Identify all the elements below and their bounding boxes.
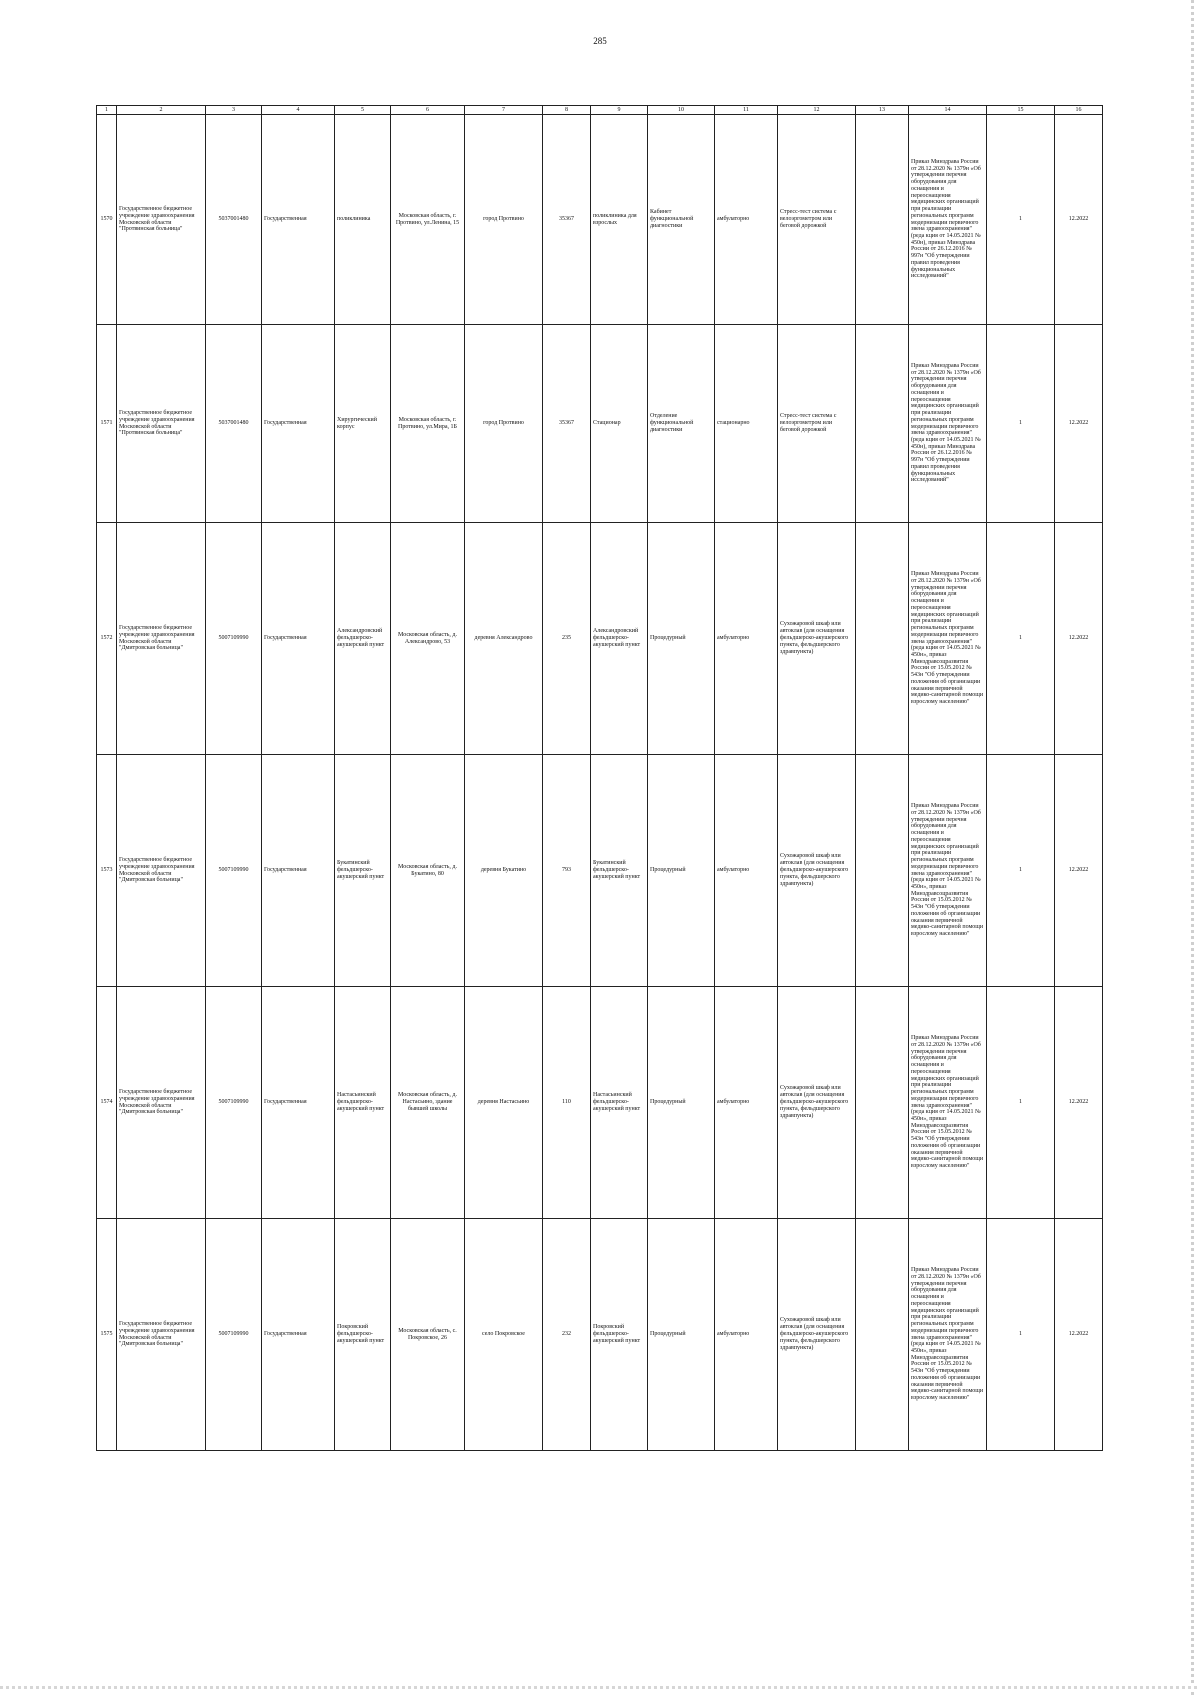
unit-cell: поликлиника bbox=[335, 115, 391, 325]
date-cell: 12.2022 bbox=[1055, 115, 1103, 325]
subunit-cell: Настасьинский фельдшерско-акушерский пункт bbox=[591, 987, 648, 1219]
locality-cell: город Протвино bbox=[465, 325, 543, 523]
table-row bbox=[97, 115, 1103, 325]
empty-cell bbox=[856, 1219, 909, 1451]
column-header: 4 bbox=[262, 106, 335, 115]
column-header: 14 bbox=[909, 106, 987, 115]
cabinet-cell: Процедурный bbox=[648, 987, 715, 1219]
quantity-cell: 1 bbox=[987, 115, 1055, 325]
cabinet-cell: Отделение функциональной диагностики bbox=[648, 325, 715, 523]
legal-basis-cell: Приказ Минздрава России от 28.12.2020 № 1379н «Об утверждении перечня оборудования для оснащения и переоснащения медицинских организаций при реализации региональных программ модернизации первичного звена здравоохранения"(реда кция от 14.05.2021 № 450н), приказ Минздрава России от 26.12.2016 № 997н "Об утверждении правил проведения функциональных исследований" bbox=[909, 115, 987, 325]
date-cell: 12.2022 bbox=[1055, 1219, 1103, 1451]
legal-basis-cell: Приказ Минздрава России от 28.12.2020 № 1379н «Об утверждении перечня оборудования для оснащения и переоснащения медицинских организаций при реализации региональных программ модернизации первичного звена здравоохранения"(реда кция от 14.05.2021 № 450н», приказ Минздравсоцразвития России от 15.05.2012 № 543н "Об утверждении положения об организации оказания первичной медико-санитарной помощи взрослому населению" bbox=[909, 1219, 987, 1451]
organization-cell: Государственное бюджетное учреждение здравоохранения Московской области "Протвинская больница" bbox=[117, 115, 206, 325]
page-number: 285 bbox=[593, 36, 607, 46]
organization-cell: Государственное бюджетное учреждение здравоохранения Московской области "Дмитровская больница" bbox=[117, 755, 206, 987]
row-number-cell: 1574 bbox=[97, 987, 117, 1219]
address-cell: Московская область, д. Александрово, 53 bbox=[391, 523, 465, 755]
scan-edge-bottom bbox=[0, 1686, 1200, 1689]
ownership-cell: Государственная bbox=[262, 523, 335, 755]
care-type-cell: амбулаторно bbox=[715, 987, 778, 1219]
row-number-cell: 1573 bbox=[97, 755, 117, 987]
equipment-cell: Сухожаровой шкаф или автоклав (для оснащения фельдшерско-акушерского пункта, фельдшерского здравпункта) bbox=[778, 755, 856, 987]
column-header: 5 bbox=[335, 106, 391, 115]
population-cell: 793 bbox=[543, 755, 591, 987]
population-cell: 35367 bbox=[543, 325, 591, 523]
equipment-cell: Сухожаровой шкаф или автоклав (для оснащения фельдшерско-акушерского пункта, фельдшерского здравпункта) bbox=[778, 987, 856, 1219]
equipment-cell: Стресс-тест система с велоэргометром или беговой дорожкой bbox=[778, 115, 856, 325]
date-cell: 12.2022 bbox=[1055, 523, 1103, 755]
empty-cell bbox=[856, 755, 909, 987]
inn-cell: 5037001480 bbox=[206, 115, 262, 325]
population-cell: 35367 bbox=[543, 115, 591, 325]
legal-basis-cell: Приказ Минздрава России от 28.12.2020 № 1379н «Об утверждении перечня оборудования для оснащения и переоснащения медицинских организаций при реализации региональных программ модернизации первичного звена здравоохранения"(реда кция от 14.05.2021 № 450н», приказ Минздравсоцразвития России от 15.05.2012 № 543н "Об утверждении положения об организации оказания первичной медико-санитарной помощи взрослому населению" bbox=[909, 987, 987, 1219]
legal-basis-cell: Приказ Минздрава России от 28.12.2020 № 1379н «Об утверждении перечня оборудования для оснащения и переоснащения медицинских организаций при реализации региональных программ модернизации первичного звена здравоохранения"(реда кция от 14.05.2021 № 450н), приказ Минздрава России от 26.12.2016 № 997н "Об утверждении правил проведения функциональных исследований" bbox=[909, 325, 987, 523]
legal-basis-cell: Приказ Минздрава России от 28.12.2020 № 1379н «Об утверждении перечня оборудования для оснащения и переоснащения медицинских организаций при реализации региональных программ модернизации первичного звена здравоохранения"(реда кция от 14.05.2021 № 450н», приказ Минздравсоцразвития России от 15.05.2012 № 543н "Об утверждении положения об организации оказания первичной медико-санитарной помощи взрослому населению" bbox=[909, 523, 987, 755]
subunit-cell: Стационар bbox=[591, 325, 648, 523]
population-cell: 232 bbox=[543, 1219, 591, 1451]
subunit-cell: поликлиника для взрослых bbox=[591, 115, 648, 325]
table-row bbox=[97, 987, 1103, 1219]
organization-cell: Государственное бюджетное учреждение здравоохранения Московской области "Дмитровская больница" bbox=[117, 987, 206, 1219]
address-cell: Московская область, г. Протвино, ул.Мира, 1Б bbox=[391, 325, 465, 523]
locality-cell: деревня Александрово bbox=[465, 523, 543, 755]
cabinet-cell: Процедурный bbox=[648, 1219, 715, 1451]
date-cell: 12.2022 bbox=[1055, 325, 1103, 523]
column-header: 10 bbox=[648, 106, 715, 115]
locality-cell: город Протвино bbox=[465, 115, 543, 325]
row-number-cell: 1571 bbox=[97, 325, 117, 523]
inn-cell: 5007109990 bbox=[206, 987, 262, 1219]
ownership-cell: Государственная bbox=[262, 1219, 335, 1451]
unit-cell: Александровский фельдшерско-акушерский пункт bbox=[335, 523, 391, 755]
care-type-cell: амбулаторно bbox=[715, 523, 778, 755]
locality-cell: деревня Настасьино bbox=[465, 987, 543, 1219]
care-type-cell: амбулаторно bbox=[715, 755, 778, 987]
inn-cell: 5007109990 bbox=[206, 755, 262, 987]
column-header: 3 bbox=[206, 106, 262, 115]
column-header: 13 bbox=[856, 106, 909, 115]
cabinet-cell: Процедурный bbox=[648, 755, 715, 987]
locality-cell: село Покровское bbox=[465, 1219, 543, 1451]
population-cell: 235 bbox=[543, 523, 591, 755]
equipment-registry-table bbox=[96, 105, 1103, 1451]
equipment-cell: Стресс-тест система с велоэргометром или беговой дорожкой bbox=[778, 325, 856, 523]
inn-cell: 5037001480 bbox=[206, 325, 262, 523]
ownership-cell: Государственная bbox=[262, 755, 335, 987]
inn-cell: 5007109990 bbox=[206, 523, 262, 755]
empty-cell bbox=[856, 987, 909, 1219]
unit-cell: Покровский фельдшерско-акушерский пункт bbox=[335, 1219, 391, 1451]
row-number-cell: 1572 bbox=[97, 523, 117, 755]
table-row bbox=[97, 523, 1103, 755]
column-header: 16 bbox=[1055, 106, 1103, 115]
column-header: 1 bbox=[97, 106, 117, 115]
date-cell: 12.2022 bbox=[1055, 987, 1103, 1219]
unit-cell: Настасьинский фельдшерско-акушерский пункт bbox=[335, 987, 391, 1219]
column-header: 6 bbox=[391, 106, 465, 115]
column-header: 11 bbox=[715, 106, 778, 115]
quantity-cell: 1 bbox=[987, 755, 1055, 987]
table-row bbox=[97, 1219, 1103, 1451]
quantity-cell: 1 bbox=[987, 1219, 1055, 1451]
quantity-cell: 1 bbox=[987, 987, 1055, 1219]
scan-edge-right bbox=[1191, 0, 1194, 1697]
column-number-row bbox=[97, 106, 1103, 115]
date-cell: 12.2022 bbox=[1055, 755, 1103, 987]
address-cell: Московская область, г. Протвино, ул.Ленина, 15 bbox=[391, 115, 465, 325]
cabinet-cell: Кабинет функциональной диагностики bbox=[648, 115, 715, 325]
column-header: 7 bbox=[465, 106, 543, 115]
column-header: 12 bbox=[778, 106, 856, 115]
column-header: 2 bbox=[117, 106, 206, 115]
subunit-cell: Букатинский фельдшерско-акушерский пункт bbox=[591, 755, 648, 987]
column-header: 8 bbox=[543, 106, 591, 115]
empty-cell bbox=[856, 523, 909, 755]
inn-cell: 5007109990 bbox=[206, 1219, 262, 1451]
row-number-cell: 1575 bbox=[97, 1219, 117, 1451]
equipment-cell: Сухожаровой шкаф или автоклав (для оснащения фельдшерско-акушерского пункта, фельдшерского здравпункта) bbox=[778, 523, 856, 755]
care-type-cell: амбулаторно bbox=[715, 1219, 778, 1451]
organization-cell: Государственное бюджетное учреждение здравоохранения Московской области "Протвинская больница" bbox=[117, 325, 206, 523]
equipment-cell: Сухожаровой шкаф или автоклав (для оснащения фельдшерско-акушерского пункта, фельдшерского здравпункта) bbox=[778, 1219, 856, 1451]
address-cell: Московская область, д. Букатино, 80 bbox=[391, 755, 465, 987]
population-cell: 110 bbox=[543, 987, 591, 1219]
column-header: 15 bbox=[987, 106, 1055, 115]
care-type-cell: амбулаторно bbox=[715, 115, 778, 325]
empty-cell bbox=[856, 115, 909, 325]
care-type-cell: стационарно bbox=[715, 325, 778, 523]
column-header: 9 bbox=[591, 106, 648, 115]
table-row bbox=[97, 325, 1103, 523]
unit-cell: Хирургический корпус bbox=[335, 325, 391, 523]
legal-basis-cell: Приказ Минздрава России от 28.12.2020 № 1379н «Об утверждении перечня оборудования для оснащения и переоснащения медицинских организаций при реализации региональных программ модернизации первичного звена здравоохранения"(реда кция от 14.05.2021 № 450н», приказ Минздравсоцразвития России от 15.05.2012 № 543н "Об утверждении положения об организации оказания первичной медико-санитарной помощи взрослому населению" bbox=[909, 755, 987, 987]
row-number-cell: 1570 bbox=[97, 115, 117, 325]
quantity-cell: 1 bbox=[987, 523, 1055, 755]
ownership-cell: Государственная bbox=[262, 325, 335, 523]
table-row bbox=[97, 755, 1103, 987]
ownership-cell: Государственная bbox=[262, 115, 335, 325]
cabinet-cell: Процедурный bbox=[648, 523, 715, 755]
organization-cell: Государственное бюджетное учреждение здравоохранения Московской области "Дмитровская больница" bbox=[117, 523, 206, 755]
subunit-cell: Покровский фельдшерско-акушерский пункт bbox=[591, 1219, 648, 1451]
unit-cell: Букатинский фельдшерско-акушерский пункт bbox=[335, 755, 391, 987]
empty-cell bbox=[856, 325, 909, 523]
address-cell: Московская область, с. Покровское, 26 bbox=[391, 1219, 465, 1451]
subunit-cell: Александровский фельдшерско-акушерский пункт bbox=[591, 523, 648, 755]
locality-cell: деревня Букатино bbox=[465, 755, 543, 987]
address-cell: Московская область, д. Настасьино, здание бывшей школы bbox=[391, 987, 465, 1219]
quantity-cell: 1 bbox=[987, 325, 1055, 523]
organization-cell: Государственное бюджетное учреждение здравоохранения Московской области "Дмитровская больница" bbox=[117, 1219, 206, 1451]
ownership-cell: Государственная bbox=[262, 987, 335, 1219]
